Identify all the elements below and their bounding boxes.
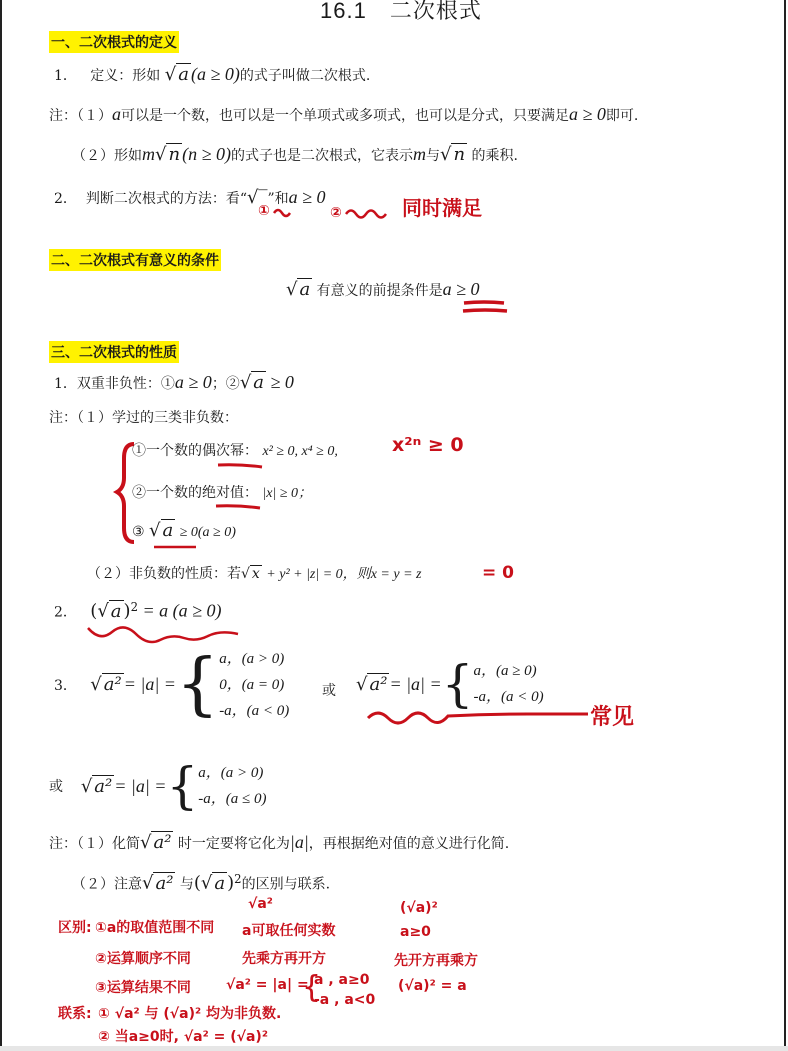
- hand-col1-head: √a²: [248, 896, 273, 912]
- condition: (a ≥ 0): [190, 64, 240, 84]
- wavy-underline-icon: [272, 205, 402, 219]
- condition: a ≥ 0: [174, 372, 212, 392]
- brace-icon: {: [441, 655, 474, 713]
- handwritten-equals-zero: = 0: [482, 563, 514, 583]
- expr: + y² + |z| = 0，则: [266, 567, 371, 582]
- kind-even-power: [132, 440, 338, 460]
- case-row: -a，(a ≤ 0): [198, 791, 267, 807]
- hand-row-1-label: ①a的取值范围不同: [95, 920, 215, 936]
- underline-icon: [214, 503, 264, 511]
- hand-brace-icon: {: [302, 970, 322, 1005]
- hand-link-label: 联系:: [58, 1006, 92, 1022]
- hand-row-1-c2: a≥0: [400, 924, 431, 940]
- handwritten-mark-1: ①: [258, 203, 270, 219]
- kind-math: |x| ≥ 0；: [262, 486, 313, 501]
- item-number: 3．: [54, 677, 77, 694]
- radicand: a: [178, 64, 189, 85]
- note-tail: ，再根据绝对值的意义进行化简.: [308, 836, 510, 852]
- note-tail: 的乘积.: [471, 148, 518, 164]
- hand-row-2-label: ②运算顺序不同: [95, 951, 191, 967]
- property-3-alt: √ a² = |a| ={ a，(a ≥ 0) -a，(a < 0): [356, 655, 544, 713]
- hand-row-3-c1: √a² = |a| =: [226, 977, 309, 993]
- var-a: a: [112, 104, 121, 124]
- sqrt-symbol: √: [155, 144, 167, 165]
- radicand: a: [253, 372, 265, 393]
- radicand: n: [453, 144, 466, 165]
- case-row: 0，(a = 0): [219, 676, 285, 693]
- sqrt-symbol: √: [356, 673, 368, 695]
- sqrt-symbol: √: [97, 600, 109, 622]
- underline-icon: [216, 461, 266, 469]
- section-heading-definition: 一、二次根式的定义: [49, 31, 179, 53]
- note-prefix: 注：（１）: [49, 108, 112, 124]
- property-3-alt2: 或 √ a² = |a| ={ a，(a > 0) -a，(a ≤ 0): [49, 757, 267, 815]
- note-three-kinds: 注：（１）学过的三类非负数：: [49, 410, 238, 426]
- sqrt-symbol: √: [80, 775, 93, 797]
- double-underline-icon: [462, 300, 512, 316]
- conj: 与: [425, 148, 440, 164]
- condition: (n ≥ 0): [182, 144, 231, 164]
- note-prefix: 注：（１）化简: [49, 836, 140, 852]
- lhs: = |a| =: [123, 674, 176, 694]
- separator: ；②: [211, 376, 240, 392]
- sqrt-symbol: √: [286, 279, 298, 300]
- expr: = a (a ≥ 0): [142, 600, 222, 621]
- hand-row-3-c2: (√a)² = a: [398, 978, 467, 994]
- page-title: 16.1 二次根式: [320, 0, 482, 23]
- condition: a ≥ 0: [288, 187, 326, 207]
- note-prefix: （２）形如: [72, 148, 142, 164]
- case-row: -a，(a < 0): [473, 689, 544, 705]
- result: x = y = z: [370, 567, 422, 582]
- property-text: 双重非负性：①: [76, 376, 175, 392]
- kind-absolute-value: [132, 482, 312, 502]
- hand-link-1: ① √a² 与 (√a)² 均为非负数.: [98, 1006, 282, 1022]
- brace-icon: {: [175, 645, 220, 724]
- sqrt-symbol: √: [90, 674, 102, 695]
- handwritten-even-power: x²ⁿ ≥ 0: [392, 434, 464, 456]
- cases-2b: [198, 760, 266, 812]
- var-m: m: [142, 144, 155, 164]
- handwritten-mark-2: ②: [330, 205, 342, 221]
- wavy-underline-icon: [86, 622, 246, 642]
- note-simplify: 注：（１）化简√ a² 时一定要将它化为|a|，再根据绝对值的意义进行化简.: [49, 832, 510, 853]
- condition: a ≥ 0: [569, 104, 606, 124]
- hand-row-2-c2: 先开方再乘方: [394, 953, 478, 969]
- property-3: 3． √ a² = |a| ={ a，(a > 0) 0，(a = 0) -a，(a < 0): [54, 645, 290, 724]
- cases-2: [473, 658, 543, 710]
- note-tail: 即可.: [605, 108, 639, 124]
- radicand: a: [162, 520, 174, 541]
- item-number: 1．: [54, 376, 77, 392]
- handwritten-common: 常见: [590, 705, 635, 730]
- note-tail: 的区别与联系.: [241, 876, 331, 893]
- var-m: m: [412, 144, 426, 164]
- hand-col2-head: (√a)²: [400, 900, 438, 916]
- definition-line: [54, 64, 370, 85]
- kind-label: ③: [132, 524, 145, 540]
- kind-math: x² ≥ 0, x⁴ ≥ 0,: [262, 444, 338, 459]
- hand-row-1-c1: a可取任何实数: [242, 923, 336, 939]
- hand-link-2: ② 当a≥0时, √a² = (√a)²: [98, 1029, 268, 1045]
- method-text: 判断二次根式的方法：看“: [85, 191, 247, 207]
- note-prefix: （２）注意: [72, 876, 142, 893]
- sqrt-symbol: √‾: [247, 187, 268, 208]
- brace-icon: {: [166, 757, 199, 815]
- property-1: [54, 372, 294, 393]
- radicand: a: [110, 600, 122, 622]
- hand-row-3-label: ③运算结果不同: [95, 980, 191, 996]
- condition: a ≥ 0: [442, 279, 480, 299]
- case-row: a，(a ≥ 0): [473, 663, 537, 679]
- abs-a: |a|: [289, 832, 309, 852]
- kind-label: ①一个数的偶次幂：: [132, 443, 258, 459]
- note-text: 可以是一个数，也可以是一个单项式或多项式，也可以是分式，只要满足: [121, 108, 569, 124]
- note-mid: 时一定要将它化为: [177, 836, 290, 852]
- item-number: 1．: [54, 68, 77, 84]
- note-prefix: （２）非负数的性质：若: [87, 566, 241, 582]
- item-number: 2．: [54, 191, 77, 207]
- case-row: a，(a > 0): [219, 650, 285, 667]
- case-row: -a，(a < 0): [219, 702, 290, 719]
- note-2: [72, 144, 518, 165]
- radicand: a: [299, 279, 311, 300]
- sqrt-symbol: √: [140, 832, 152, 853]
- condition-line: [286, 279, 480, 300]
- hand-diff-label: 区别:: [58, 920, 92, 936]
- sqrt-symbol: √: [164, 64, 177, 85]
- cases-3: [219, 646, 289, 724]
- tail-text: 的式子叫做二次根式.: [239, 68, 371, 84]
- condition-text: 有意义的前提条件是: [316, 283, 443, 299]
- radicand: n: [168, 144, 181, 165]
- condition: ≥ 0: [270, 372, 294, 392]
- sqrt-symbol: √: [142, 872, 154, 894]
- case-row: a，(a > 0): [198, 765, 264, 781]
- property-2: 2． (√ a )$^2$ = a (a ≥ 0): [54, 600, 222, 622]
- wavy-underline-icon: [366, 708, 586, 728]
- underline-icon: [152, 543, 202, 551]
- kind-sqrt: [132, 520, 236, 541]
- hand-row-2-c1: 先乘方再开方: [242, 951, 326, 967]
- sqrt-symbol: √: [439, 144, 452, 165]
- section-heading-properties: 三、二次根式的性质: [49, 341, 179, 363]
- quote-end: ”和: [267, 191, 289, 207]
- or-label: 或: [322, 683, 336, 699]
- conj: 与: [179, 876, 194, 893]
- section-heading-condition: 二、二次根式有意义的条件: [49, 249, 221, 271]
- non-negative-property: [87, 563, 421, 583]
- hand-row-3-case-1: a , a≥0: [314, 972, 370, 988]
- hand-row-3-case-2: -a , a<0: [314, 992, 376, 1008]
- note-text: 的式子也是二次根式，它表示: [230, 148, 413, 164]
- sqrt-symbol: √: [239, 372, 252, 393]
- sqrt-symbol: √: [149, 520, 161, 541]
- kind-label: ②一个数的绝对值：: [132, 485, 258, 501]
- note-difference: （２）注意√ a² 与(√ a )$^2$的区别与联系.: [72, 872, 331, 894]
- handwritten-note-both-satisfy: 同时满足: [402, 196, 482, 220]
- kind-math: ≥ 0(a ≥ 0): [179, 525, 236, 540]
- sqrt-symbol: √: [200, 872, 213, 894]
- note-1: [49, 104, 638, 125]
- sqrt-symbol: √: [241, 566, 250, 582]
- radicand: x: [251, 566, 260, 582]
- or-label: 或: [49, 779, 63, 795]
- item-number: 2．: [54, 604, 77, 621]
- label: 定义：形如: [90, 68, 161, 84]
- bottom-bar: [0, 1046, 788, 1051]
